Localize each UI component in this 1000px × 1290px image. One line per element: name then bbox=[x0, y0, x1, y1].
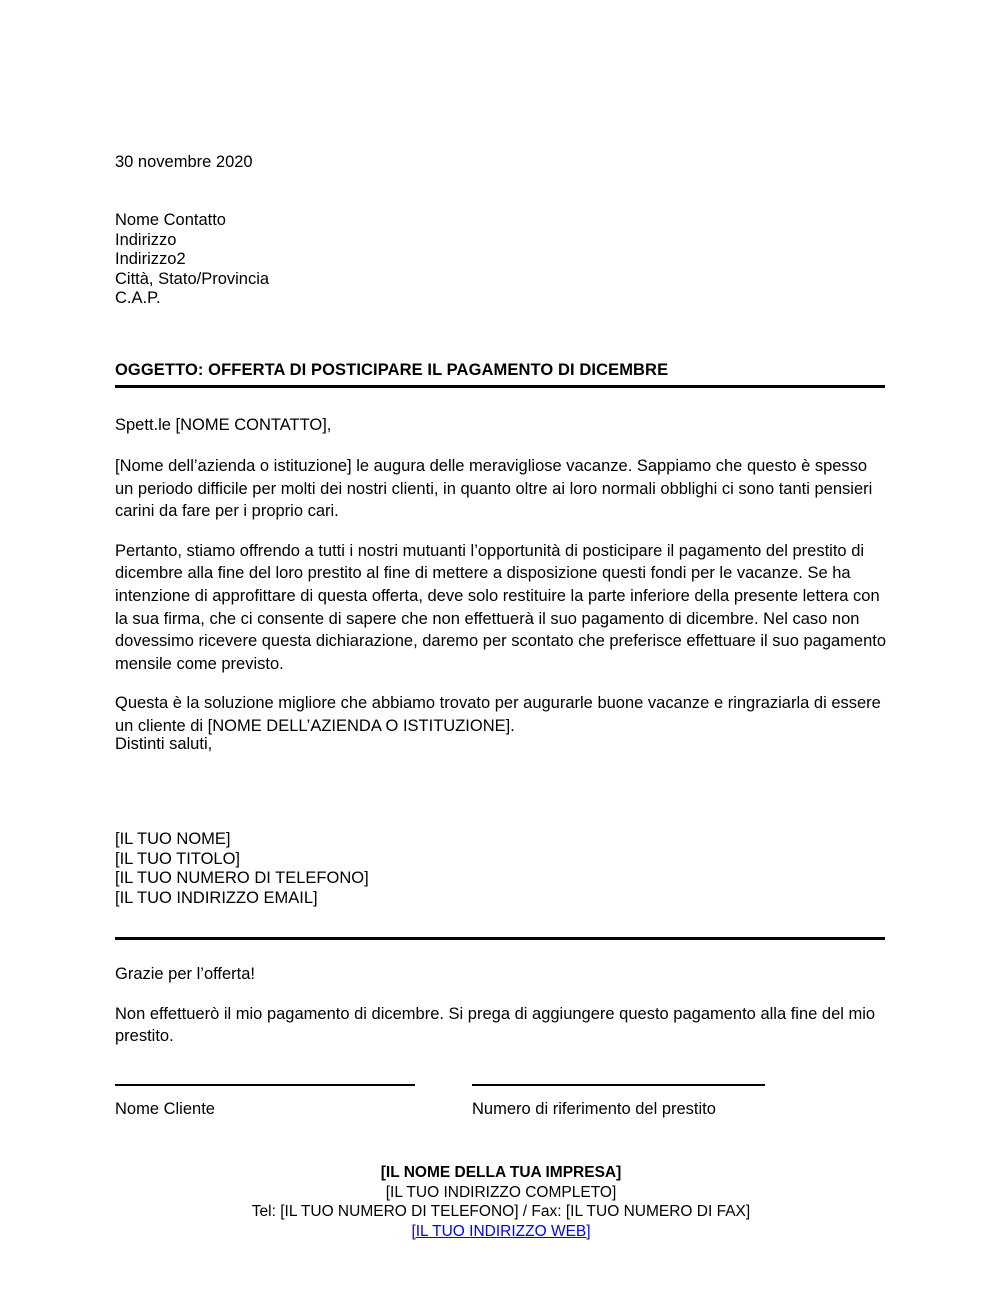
recipient-name: Nome Contatto bbox=[115, 211, 226, 229]
reply-section bbox=[115, 963, 887, 1065]
footer-website-link-wrap bbox=[115, 1222, 887, 1242]
loan-reference-label: Numero di riferimento del prestito bbox=[472, 1100, 716, 1118]
loan-reference-rule bbox=[472, 1084, 765, 1086]
reply-statement: Non effettuerò il mio pagamento di dicembre. Si prega di aggiungere questo pagamento alla fine del mio prestito. bbox=[115, 1004, 876, 1046]
customer-name-field[interactable] bbox=[115, 1084, 415, 1119]
footer-company-name: [IL NOME DELLA TUA IMPRESA] bbox=[380, 1164, 622, 1181]
sender-name: [IL TUO NOME] bbox=[115, 830, 231, 848]
loan-reference-field[interactable] bbox=[472, 1084, 765, 1119]
subject-divider bbox=[115, 385, 885, 388]
salutation: Spett.le [NOME CONTATTO], bbox=[115, 416, 332, 434]
sender-title: [IL TUO TITOLO] bbox=[115, 849, 241, 868]
body-paragraph-3: Questa è la soluzione migliore che abbiamo trovato per augurarle buone vacanze e ringraziarla di essere un cliente di [NOME DELL’AZIENDA O ISTITUZIONE]. bbox=[115, 694, 881, 735]
subject-line: OGGETTO: OFFERTA DI POSTICIPARE IL PAGAMENTO DI DICEMBRE bbox=[115, 361, 669, 379]
customer-name-label: Nome Cliente bbox=[115, 1100, 215, 1118]
letter-date: 30 novembre 2020 bbox=[115, 153, 253, 171]
reply-thanks: Grazie per l’offerta! bbox=[115, 965, 256, 983]
reply-section-divider bbox=[115, 937, 885, 940]
recipient-address-line-1: Indirizzo bbox=[115, 230, 177, 249]
sender-signature-block bbox=[115, 830, 369, 908]
recipient-postal-code: C.A.P. bbox=[115, 289, 161, 307]
body-paragraph-1: [Nome dell’azienda o istituzione] le augura delle meravigliose vacanze. Sappiamo che questo è spesso un periodo difficile per molti dei nostri clienti, in quanto oltre ai loro normali obblighi ci sono tanti pensieri carini da fare per i proprio cari. bbox=[115, 457, 873, 521]
recipient-address-block bbox=[115, 211, 269, 309]
body-paragraph-2: Pertanto, stiamo offrendo a tutti i nostri mutuanti l’opportunità di posticipare il pagamento del prestito di dicembre alla fine del loro prestito al fine di mettere a disposizione questi fondi per le vacanze. Se ha intenzione di approfittare di questa offerta, deve solo restituire la parte inferiore della presente lettera con la sua firma, che ci consente di sapere che non effettuerà il suo pagamento di dicembre. Nel caso non dovessimo ricevere questa dichiarazione, daremo per scontato che preferisce effettuare il suo pagamento mensile come previsto. bbox=[115, 541, 887, 673]
letter-footer bbox=[115, 1163, 887, 1241]
customer-name-rule bbox=[115, 1084, 415, 1086]
footer-website-link[interactable]: [IL TUO INDIRIZZO WEB] bbox=[411, 1222, 591, 1240]
sender-email: [IL TUO INDIRIZZO EMAIL] bbox=[115, 888, 318, 907]
footer-contact: Tel: [IL TUO NUMERO DI TELEFONO] / Fax: [IL TUO NUMERO DI FAX] bbox=[251, 1203, 751, 1220]
recipient-address-line-2: Indirizzo2 bbox=[115, 250, 186, 268]
letter-body bbox=[115, 455, 887, 755]
closing-line: Distinti saluti, bbox=[115, 735, 213, 753]
subject-section bbox=[115, 360, 885, 388]
sender-phone: [IL TUO NUMERO DI TELEFONO] bbox=[115, 869, 369, 887]
footer-address: [IL TUO INDIRIZZO COMPLETO] bbox=[385, 1183, 617, 1201]
recipient-city-state: Città, Stato/Provincia bbox=[115, 269, 270, 288]
